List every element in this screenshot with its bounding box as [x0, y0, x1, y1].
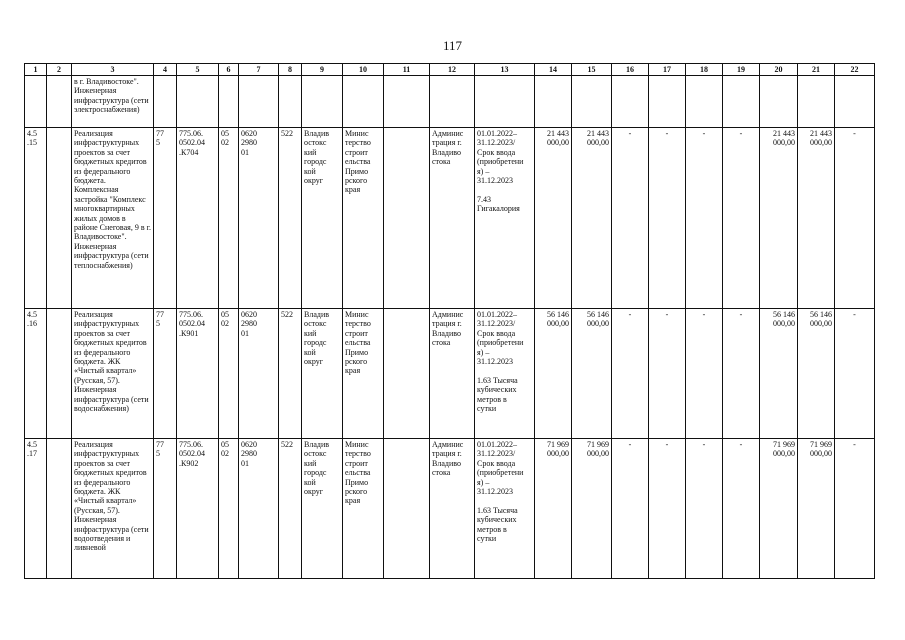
municipality-cell — [302, 76, 343, 128]
municipality-cell: Владив остокс кий городс кой округ — [302, 309, 343, 439]
amount-cell: 56 146 000,00 — [572, 309, 612, 439]
column-number: 8 — [279, 64, 302, 76]
code-cell: 522 — [279, 309, 302, 439]
row-id: 4.5 .15 — [25, 128, 47, 309]
amount-cell: 21 443 000,00 — [798, 128, 835, 309]
table-row — [25, 128, 875, 309]
administration-cell: Админис трация г. Владиво стока — [430, 128, 475, 309]
table-row — [25, 76, 875, 128]
column-number: 14 — [535, 64, 572, 76]
column-number: 11 — [384, 64, 430, 76]
term-cell: 01.01.2022– 31.12.2023/ Срок ввода (приобретени я) – 31.12.2023 7.43 Гигакалория — [475, 128, 535, 309]
administration-cell: Админис трация г. Владиво стока — [430, 439, 475, 579]
column-number: 12 — [430, 64, 475, 76]
term-cell: 01.01.2022– 31.12.2023/ Срок ввода (приобретени я) – 31.12.2023 1.63 Тысяча кубических метров в сутки — [475, 309, 535, 439]
amount-cell: 71 969 000,00 — [760, 439, 798, 579]
term-cell: 01.01.2022– 31.12.2023/ Срок ввода (приобретени я) – 31.12.2023 1.63 Тысяча кубических метров в сутки — [475, 439, 535, 579]
administration-cell — [430, 76, 475, 128]
amount-cell: 21 443 000,00 — [572, 128, 612, 309]
amount-cell — [612, 76, 649, 128]
column-number: 21 — [798, 64, 835, 76]
code-cell — [154, 76, 177, 128]
amount-cell: 71 969 000,00 — [572, 439, 612, 579]
column-number: 20 — [760, 64, 798, 76]
amount-cell — [535, 76, 572, 128]
term-cell — [475, 76, 535, 128]
ministry-cell — [343, 76, 384, 128]
column-number: 1 — [25, 64, 47, 76]
column-number: 10 — [343, 64, 384, 76]
column-number: 18 — [686, 64, 723, 76]
code-cell: 522 — [279, 439, 302, 579]
ministry-cell: Минис терство строит ельства Примо рского края — [343, 128, 384, 309]
amount-cell: - — [835, 439, 875, 579]
empty-cell — [384, 309, 430, 439]
amount-cell: - — [612, 309, 649, 439]
empty-cell — [384, 76, 430, 128]
amount-cell: - — [649, 439, 686, 579]
project-name: в г. Владивостоке". Инженерная инфраструктура (сети электроснабжения) — [72, 76, 154, 128]
table-row — [25, 439, 875, 579]
amount-cell: - — [612, 128, 649, 309]
amount-cell: - — [723, 128, 760, 309]
amount-cell: - — [686, 439, 723, 579]
code-cell: 77 5 — [154, 439, 177, 579]
empty-cell — [384, 439, 430, 579]
code-cell — [219, 76, 239, 128]
ministry-cell: Минис терство строит ельства Примо рского края — [343, 309, 384, 439]
project-name: Реализация инфраструктурных проектов за счет бюджетных кредитов из федерального бюджета. ЖК «Чистый квартал» (Русская, 57). Инженерная инфраструктура (сети водоснабжения) — [72, 309, 154, 439]
amount-cell: - — [723, 309, 760, 439]
column-number: 9 — [302, 64, 343, 76]
code-cell: 522 — [279, 128, 302, 309]
column-number: 19 — [723, 64, 760, 76]
empty-cell — [384, 128, 430, 309]
code-cell: 775.06. 0502.04 .К901 — [177, 309, 219, 439]
amount-cell: - — [686, 128, 723, 309]
amount-cell — [798, 76, 835, 128]
row-id: 4.5 .17 — [25, 439, 47, 579]
code-cell: 77 5 — [154, 128, 177, 309]
code-cell — [239, 76, 279, 128]
code-cell: 77 5 — [154, 309, 177, 439]
amount-cell: 56 146 000,00 — [798, 309, 835, 439]
column-number: 7 — [239, 64, 279, 76]
amount-cell — [760, 76, 798, 128]
municipality-cell: Владив остокс кий городс кой округ — [302, 439, 343, 579]
column-number: 13 — [475, 64, 535, 76]
code-cell — [177, 76, 219, 128]
code-cell — [279, 76, 302, 128]
amount-cell: 71 969 000,00 — [535, 439, 572, 579]
column-number: 4 — [154, 64, 177, 76]
code-cell: 0620 2980 01 — [239, 309, 279, 439]
amount-cell: 21 443 000,00 — [760, 128, 798, 309]
amount-cell — [723, 76, 760, 128]
row-id: 4.5 .16 — [25, 309, 47, 439]
amount-cell — [835, 76, 875, 128]
table-row — [25, 309, 875, 439]
row-id — [25, 76, 47, 128]
amount-cell — [572, 76, 612, 128]
code-cell: 775.06. 0502.04 .К704 — [177, 128, 219, 309]
row-number-cell — [47, 439, 72, 579]
amount-cell: - — [723, 439, 760, 579]
column-number: 17 — [649, 64, 686, 76]
column-number: 16 — [612, 64, 649, 76]
row-number-cell — [47, 76, 72, 128]
code-cell: 05 02 — [219, 439, 239, 579]
column-number: 6 — [219, 64, 239, 76]
administration-cell: Админис трация г. Владиво стока — [430, 309, 475, 439]
ministry-cell: Минис терство строит ельства Примо рского края — [343, 439, 384, 579]
column-number-row — [25, 64, 875, 76]
page-number: 117 — [442, 38, 463, 53]
code-cell: 05 02 — [219, 128, 239, 309]
amount-cell: - — [686, 309, 723, 439]
amount-cell: 21 443 000,00 — [535, 128, 572, 309]
column-number: 5 — [177, 64, 219, 76]
code-cell: 775.06. 0502.04 .К902 — [177, 439, 219, 579]
row-number-cell — [47, 128, 72, 309]
column-number: 3 — [72, 64, 154, 76]
amount-cell: - — [835, 309, 875, 439]
amount-cell: - — [649, 128, 686, 309]
column-number: 22 — [835, 64, 875, 76]
project-name: Реализация инфраструктурных проектов за счет бюджетных кредитов из федерального бюджета. ЖК «Чистый квартал» (Русская, 57). Инженерная инфраструктура (сети водоотведения и ливневой — [72, 439, 154, 579]
row-number-cell — [47, 309, 72, 439]
column-number: 2 — [47, 64, 72, 76]
code-cell: 0620 2980 01 — [239, 128, 279, 309]
project-name: Реализация инфраструктурных проектов за счет бюджетных кредитов из федерального бюджета. Комплексная застройка "Комплекс многоквартирных жилых домов в районе Снеговая, 9 в г. Владивостоке". Инженерная инфраструктура (сети теплоснабжения) — [72, 128, 154, 309]
amount-cell: - — [612, 439, 649, 579]
municipality-cell: Владив остокс кий городс кой округ — [302, 128, 343, 309]
budget-table — [24, 63, 875, 579]
code-cell: 0620 2980 01 — [239, 439, 279, 579]
amount-cell: - — [649, 309, 686, 439]
code-cell: 05 02 — [219, 309, 239, 439]
amount-cell: 56 146 000,00 — [535, 309, 572, 439]
amount-cell — [686, 76, 723, 128]
amount-cell: 71 969 000,00 — [798, 439, 835, 579]
column-number: 15 — [572, 64, 612, 76]
amount-cell — [649, 76, 686, 128]
amount-cell: 56 146 000,00 — [760, 309, 798, 439]
amount-cell: - — [835, 128, 875, 309]
